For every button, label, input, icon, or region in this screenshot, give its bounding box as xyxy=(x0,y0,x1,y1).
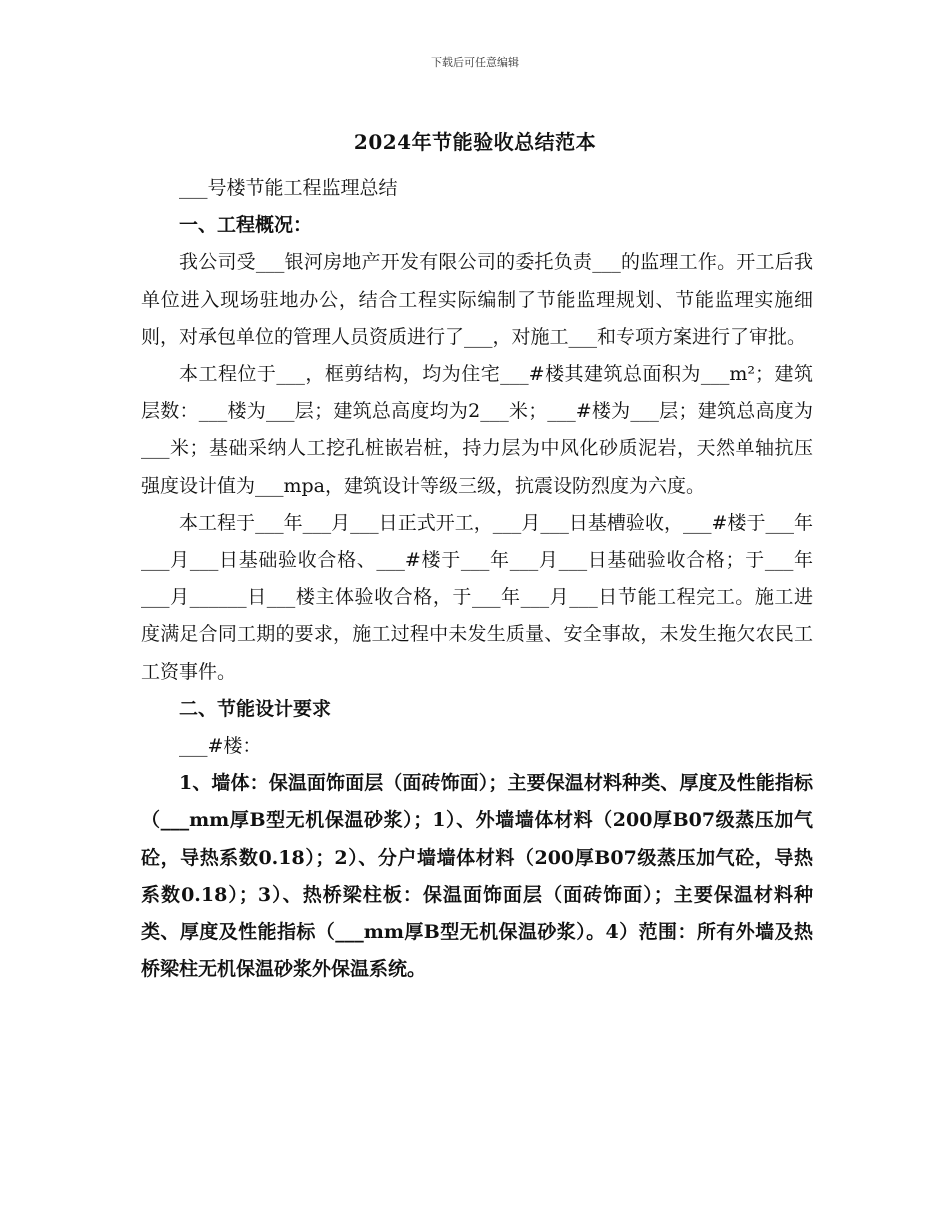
paragraph-commission: 我公司受___银河房地产开发有限公司的委托负责___的监理工作。开工后我单位进入现场驻地办公，结合工程实际编制了节能监理规划、节能监理实施细则，对承包单位的管理人员资质进行了___，对施工___和专项方案进行了审批。 xyxy=(141,251,813,348)
document-body xyxy=(141,170,813,988)
header-note: 下载后可任意编辑 xyxy=(431,56,519,69)
paragraph-building: ___#楼： xyxy=(179,735,262,758)
paragraph-wall-spec: 1、墙体：保温面饰面层（面砖饰面）；主要保温材料种类、厚度及性能指标（___mm厚B型无机保温砂浆）；1）、外墙墙体材料（200厚B07级蒸压加气砼，导热系数0.18）；2）、分户墙墙体材料（200厚B07级蒸压加气砼，导热系数0.18）；3）、热桥梁柱板：保温面饰面层（面砖饰面）；主要保温材料种类、厚度及性能指标（___mm厚B型无机保温砂浆）。4）范围：所有外墙及热桥梁柱无机保温砂浆外保温系统。 xyxy=(141,772,813,981)
section-heading-design: 二、节能设计要求 xyxy=(179,697,332,720)
subtitle-paragraph: ___号楼节能工程监理总结 xyxy=(179,177,398,199)
paragraph-schedule: 本工程于___年___月___日正式开工，___月___日基槽验收，___#楼于___年___月___日基础验收合格、___#楼于___年___月___日基础验收合格；于___年___月______日___楼主体验收合格，于___年___月___日节能工程完工。施工进度满足合同工期的要求，施工过程中未发生质量、安全事故，未发生拖欠农民工工资事件。 xyxy=(141,511,813,683)
paragraph-location: 本工程位于___，框剪结构，均为住宅___#楼其建筑总面积为___m²；建筑层数：___楼为___层；建筑总高度均为2___米；___#楼为___层；建筑总高度为___米；基础采纳人工挖孔桩嵌岩桩，持力层为中风化砂质泥岩，天然单轴抗压强度设计值为___mpa，建筑设计等级三级，抗震设防烈度为六度。 xyxy=(141,363,813,497)
document-title: 2024年节能验收总结范本 xyxy=(353,130,597,154)
section-heading-overview: 一、工程概况： xyxy=(179,214,313,237)
